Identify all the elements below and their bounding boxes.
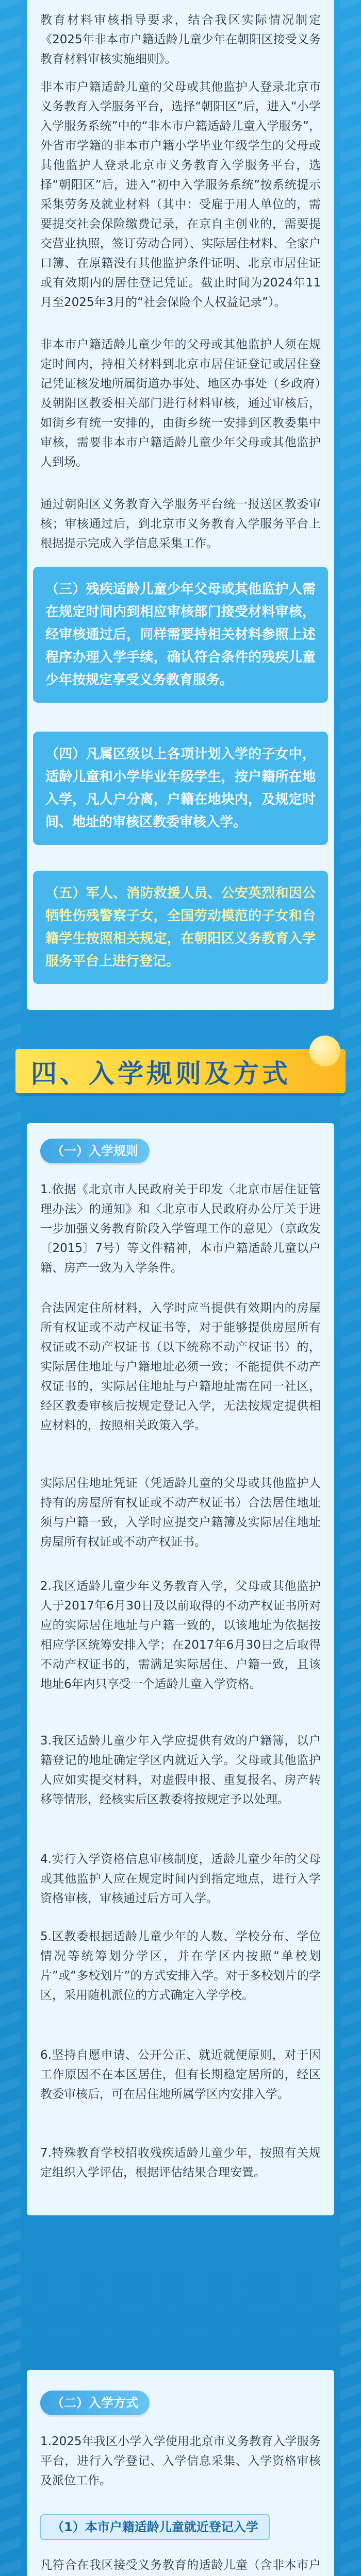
intro-paragraph-0: 教育材料审核指导要求，结合我区实际情况制定《2025年非本市户籍适龄儿童少年在朝阳区接受义务教育材料审核实施细则》。 [40, 13, 321, 66]
rule-paragraph-1: 1.依据《北京市人民政府关于印发〈北京市居住证管理办法〉的通知》和〈北京市人民政府办公厅关于进一步加强义务教育阶段入学管理工作的意见〉（京政发〔2015〕7号）等文件精神，本市户籍适龄儿童以户籍、房产一致为入学条件。 [40, 1183, 321, 1275]
section-banner [0, 1030, 361, 1108]
rule-paragraph-6: 4.实行入学资格信息审核制度，适龄儿童少年的父母或其他监护人应在规定时间内到指定地点，进行入学资格审核，审核通过后方可入学。 [40, 1853, 321, 1905]
rule-paragraph-5: 3.我区适龄儿童少年入学应提供有效的户籍簿，以户籍登记的地址确定学区内就近入学。父母或其他监护人应如实提交材料，对虚假申报、重复报名、房产转移等情形，经核实后区教委将按规定予以处理。 [40, 1734, 321, 1806]
method-paragraph-1: 1.2025年我区小学入学使用北京市义务教育入学服务平台，进行入学登记、入学信息采集、入学资格审核及派位工作。 [40, 2435, 321, 2487]
intro-paragraph-2: 非本市户籍适龄儿童少年的父母或其他监护人须在规定时间内，持相关材料到北京市居住证登记或居住登记凭证核发地所属街道办事处、地区办事处（乡政府）及朝阳区教委相关部门进行材料审核，通过审核后，如街乡有统一安排的，由街乡统一安排到区教委集中审核，需要非本市户籍适龄儿童少年父母或其他监护人到场。 [40, 338, 321, 469]
rule-paragraph-2: 合法固定住所材料，入学时应当提供有效期内的房屋所有权证或不动产权证书等，对于能够提供房屋所有权证或不动产权证书（以下统称不动产权证书）的，实际居住地址与户籍地址必须一致；不能提供不动产权证书的，实际居住地址与户籍地址需在同一社区，经区教委审核后按规定登记入学，无法按规定提供相应材料的，按照相关政策入学。 [40, 1301, 321, 1432]
intro-paragraph-1: 非本市户籍适龄儿童的父母或其他监护人登录北京市义务教育入学服务平台，选择“朝阳区”后，进入“小学入学服务系统”中的“非本市户籍适龄儿童入学服务”，外省市学籍的非本市户籍小学毕业年级学生的父母或其他监护人登录北京市义务教育入学服务平台，选择“朝阳区”后，进入“初中入学服务系统”按系统提示采集劳务及就业材料（其中：受雇于用人单位的，需要提交社会保险缴费记录，在京自主创业的，需要提交营业执照，签订劳动合同）、实际居住材料、全家户口簿、在原籍没有其他监护条件证明、北京市居住证或有效期内的居住登记凭证。截止时间为2024年11月至2025年3月的“社会保险个人权益记录”）。 [40, 80, 321, 309]
rule-paragraph-9: 7.特殊教育学校招收残疾适龄儿童少年，按照有关规定组织入学评估，根据评估结果合理安置。 [40, 2146, 321, 2179]
intro-paragraph-3: 通过朝阳区义务教育入学服务平台统一报送区教委审核；审核通过后，到北京市义务教育入学服务平台上根据提示完成入学信息采集工作。 [40, 498, 321, 550]
rule-paragraph-4: 2.我区适龄儿童少年义务教育入学，父母或其他监护人于2017年6月30日及以前取得的不动产权证书所对应的实际居住地址与户籍一致的，以该地址为依据按相应学区统筹安排入学；在2017年6月30日之后取得不动产权证书的，需满足实际居住、户籍一致，且该地址6年内只享受一个适龄儿童入学资格。 [40, 1580, 321, 1691]
callout-disabled-children: （三）残疾适龄儿童少年父母或其他监护人需在规定时间内到相应审核部门接受材料审核，经审核通过后，同样需要持相关材料参照上述程序办理入学手续，确认符合条件的残疾儿童少年按规定享受义务教育服务。 [33, 567, 328, 703]
rule-paragraph-3: 实际居住地址凭证（凭适龄儿童的父母或其他监护人持有的房屋所有权证或不动产权证书）合法居住地址须与户籍一致，入学时应提交户籍簿及实际居住地址房屋所有权证或不动产权证书。 [40, 1477, 321, 1549]
callout-military-police: （五）军人、消防救援人员、公安英烈和因公牺牲伤残警察子女，全国劳动模范的子女和台籍学生按照相关规定，在朝阳区义务教育入学服务平台上进行登记。 [33, 871, 328, 984]
section-title: 四、入学规则及方式 [31, 1058, 291, 1089]
wave-decoration-right [340, 0, 361, 2576]
tag-enrollment-rules: （一）入学规则 [40, 1139, 150, 1163]
wave-decoration-left [0, 0, 21, 2576]
method-paragraph-2: 凡符合在我区接受义务教育的适龄儿童（含非本市户 [40, 2558, 321, 2572]
subtag-local-children: （1）本市户籍适龄儿童就近登记入学 [40, 2514, 270, 2540]
rule-paragraph-7: 5.区教委根据适龄儿童少年的人数、学校分布、学位情况等统筹划分学区，并在学区内按照“单校划片”或“多校划片”的方式安排入学。对于多校划片的学区，采用随机派位的方式确定入学学校。 [40, 1930, 321, 2002]
decor-bubble [309, 1036, 340, 1066]
tag-enrollment-methods: （二）入学方式 [40, 2391, 150, 2415]
callout-planned-enrollment: （四）凡属区级以上各项计划入学的子女中，适龄儿童和小学毕业年级学生，按户籍所在地入学，凡人户分离，户籍在地块内，及规定时间、地址的审核区教委审核入学。 [33, 732, 328, 845]
rule-paragraph-8: 6.坚持自愿申请、公开公正、就近就便原则，对于因工作原因不在本区居住，但有长期稳定居所的，经区教委审核后，可在居住地所属学区内安排入学。 [40, 2048, 321, 2101]
